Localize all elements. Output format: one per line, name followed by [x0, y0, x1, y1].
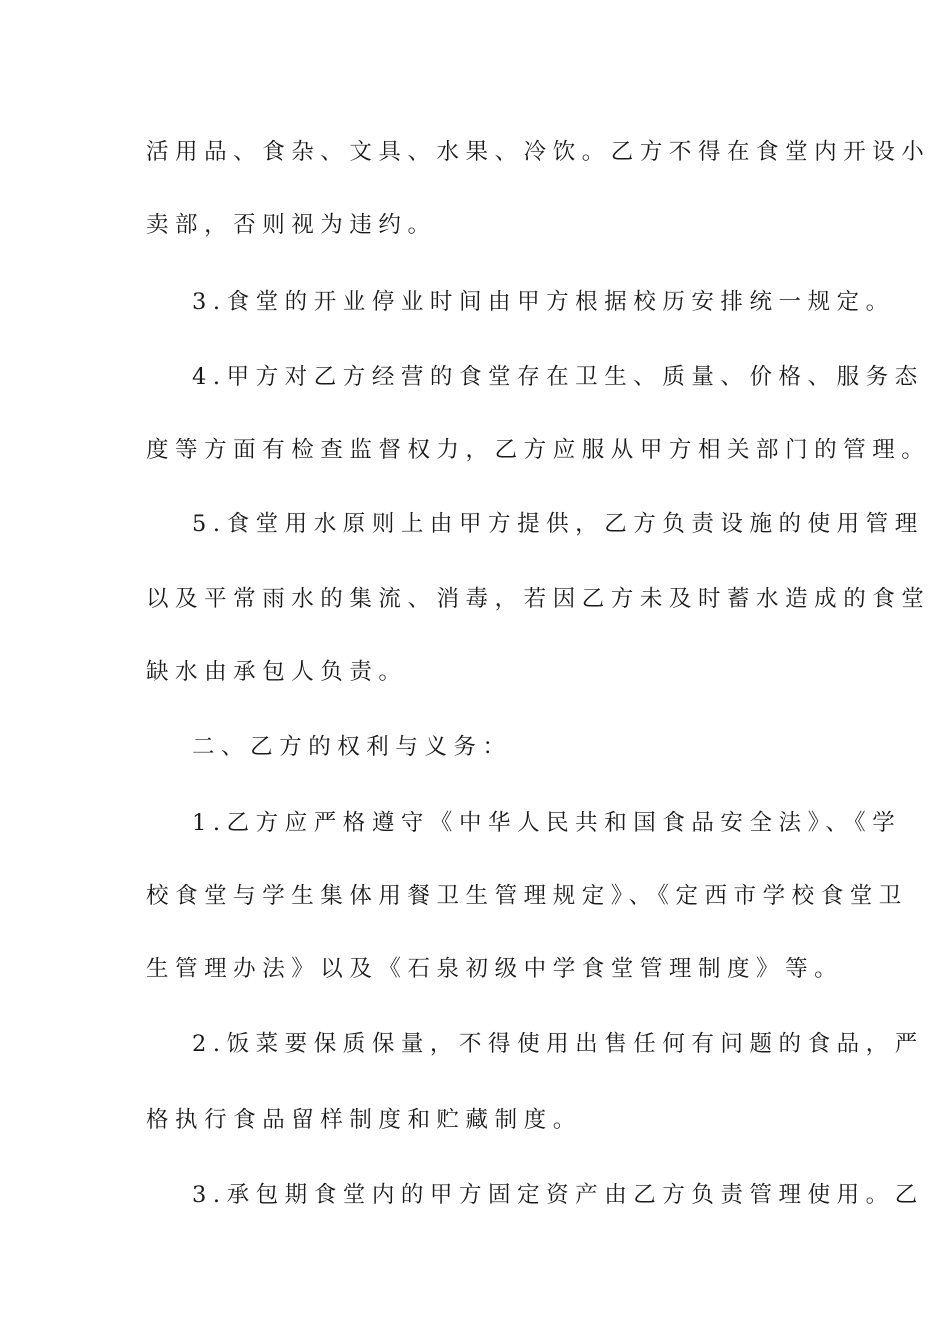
text-line: 以及平常雨水的集流、消毒，若因乙方未及时蓄水造成的食堂: [146, 586, 931, 612]
text-line: 卖部，否则视为违约。: [146, 212, 437, 238]
text-line: 度等方面有检查监督权力，乙方应服从甲方相关部门的管理。: [146, 437, 931, 463]
text-line: 生管理办法》以及《石泉初级中学食堂管理制度》等。: [146, 956, 844, 982]
text-line: 1.乙方应严格遵守《中华人民共和国食品安全法》、《学: [192, 810, 902, 836]
text-line: 3.承包期食堂内的甲方固定资产由乙方负责管理使用。乙: [192, 1182, 924, 1208]
text-line: 缺水由承包人负责。: [146, 659, 408, 685]
text-line: 2.饭菜要保质保量，不得使用出售任何有问题的食品，严: [192, 1031, 924, 1057]
text-line: 5.食堂用水原则上由甲方提供，乙方负责设施的使用管理: [192, 511, 924, 537]
text-line: 格执行食品留样制度和贮藏制度。: [146, 1107, 582, 1133]
text-line: 活用品、食杂、文具、水果、冷饮。乙方不得在食堂内开设小: [146, 139, 931, 165]
text-line: 4.甲方对乙方经营的食堂存在卫生、质量、价格、服务态: [192, 364, 924, 390]
section-heading: 二、乙方的权利与义务：: [192, 734, 512, 760]
text-line: 校食堂与学生集体用餐卫生管理规定》、《定西市学校食堂卫: [146, 883, 908, 909]
text-line: 3.食堂的开业停业时间由甲方根据校历安排统一规定。: [192, 289, 895, 315]
